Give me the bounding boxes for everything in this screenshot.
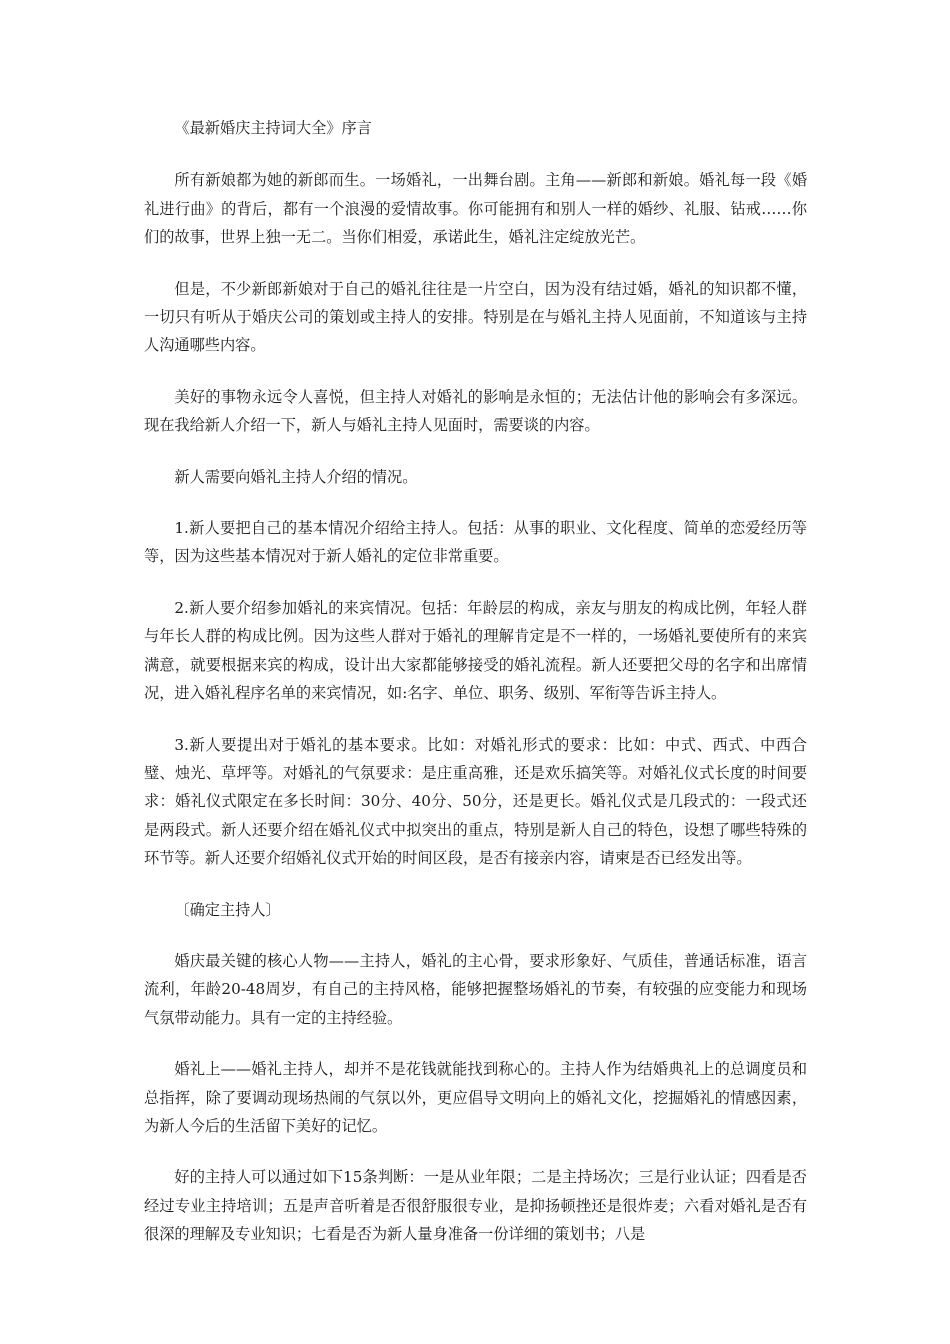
document-page: [144, 114, 807, 1272]
paragraph-choose-host-heading: 〔确定主持人〕: [174, 900, 281, 919]
paragraph-section-heading: 新人需要向婚礼主持人介绍的情况。: [174, 467, 418, 486]
document-title: 《最新婚庆主持词大全》序言: [174, 119, 372, 137]
paragraph-intro: 所有新娘都为她的新郎而生。一场婚礼，一出舞台剧。主角——新郎和新娘。婚礼每一段《婚礼进行曲》的背后，都有一个浪漫的爱情故事。你可能拥有和别人一样的婚纱、礼服、钻戒……你们的故事，世界上独一无二。当你们相爱，承诺此生，婚礼注定绽放光芒。: [144, 171, 807, 247]
paragraph-item-2: 2.新人要介绍参加婚礼的来宾情况。包括：年龄层的构成，亲友与朋友的构成比例，年轻人群与年长人群的构成比例。因为这些人群对于婚礼的理解肯定是不一样的，一场婚礼要使所有的来宾满意，就要根据来宾的构成，设计出大家都能够接受的婚礼流程。新人还要把父母的名字和出席情况，进入婚礼程序名单的来宾情况，如:名字、单位、职务、级别、军衔等告诉主持人。: [144, 598, 807, 703]
paragraph-problem: 但是，不少新郎新娘对于自己的婚礼往往是一片空白，因为没有结过婚，婚礼的知识都不懂，一切只有听从于婚庆公司的策划或主持人的安排。特别是在与婚礼主持人见面前，不知道该与主持人沟通哪些内容。: [144, 279, 807, 355]
paragraph-influence: 美好的事物永远令人喜悦，但主持人对婚礼的影响是永恒的；无法估计他的影响会有多深远。现在我给新人介绍一下，新人与婚礼主持人见面时，需要谈的内容。: [144, 387, 807, 435]
paragraph-item-1: 1.新人要把自己的基本情况介绍给主持人。包括：从事的职业、文化程度、简单的恋爱经历等等，因为这些基本情况对于新人婚礼的定位非常重要。: [144, 519, 807, 566]
paragraph-item-3: 3.新人要提出对于婚礼的基本要求。比如：对婚礼形式的要求：比如：中式、西式、中西合璧、烛光、草坪等。对婚礼的气氛要求：是庄重高雅，还是欢乐搞笑等。对婚礼仪式长度的时间要求：婚礼仪式限定在多长时间：30分、40分、50分，还是更长。婚礼仪式是几段式的：一段式还是两段式。新人还要介绍在婚礼仪式中拟突出的重点，特别是新人自己的特色，设想了哪些特殊的环节等。新人还要介绍婚礼仪式开始的时间区段，是否有接亲内容，请柬是否已经发出等。: [144, 735, 807, 868]
paragraph-host-criteria: 好的主持人可以通过如下15条判断：一是从业年限；二是主持场次；三是行业认证；四看是否经过专业主持培训；五是声音听着是否很舒服很专业，是抑扬顿挫还是很炸麦；六看对婚礼是否有很深的理解及专业知识；七看是否为新人量身准备一份详细的策划书；八是: [144, 1168, 807, 1244]
paragraph-host-requirements: 婚庆最关键的核心人物——主持人，婚礼的主心骨，要求形象好、气质佳，普通话标准，语言流利，年龄20-48周岁，有自己的主持风格，能够把握整场婚礼的节奏，有较强的应变能力和现场气氛带动能力。具有一定的主持经验。: [144, 951, 807, 1027]
paragraph-host-role: 婚礼上——婚礼主持人，却并不是花钱就能找到称心的。主持人作为结婚典礼上的总调度员和总指挥，除了要调动现场热闹的气氛以外，更应倡导文明向上的婚礼文化，挖掘婚礼的情感因素，为新人今后的生活留下美好的记忆。: [144, 1060, 807, 1135]
